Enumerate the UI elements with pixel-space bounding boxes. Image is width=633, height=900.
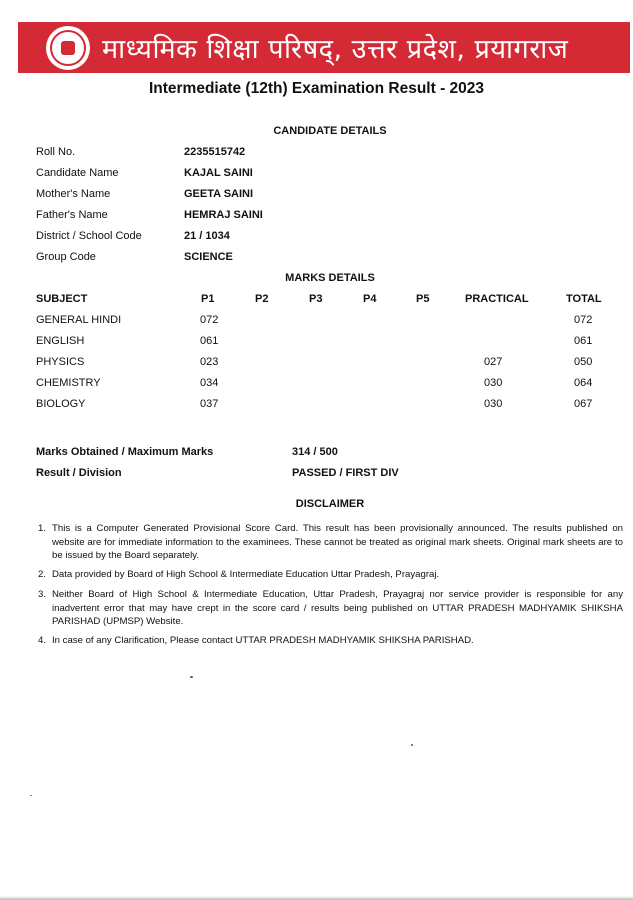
field-label: Group Code <box>36 251 96 263</box>
total-mark: 064 <box>574 377 593 389</box>
header-banner <box>18 22 630 73</box>
field-value: 2235515742 <box>184 146 246 158</box>
marks-obtained-label: Marks Obtained / Maximum Marks <box>36 446 214 458</box>
p1-mark: 061 <box>200 335 219 347</box>
disclaimer-item <box>38 588 623 629</box>
field-value: GEETA SAINI <box>184 188 254 200</box>
item-number: 2. <box>38 569 47 580</box>
col-header-p5: P5 <box>416 293 430 305</box>
field-label: Mother's Name <box>36 188 111 200</box>
subject-name: ENGLISH <box>36 335 85 347</box>
col-header-p3: P3 <box>309 293 323 305</box>
disclaimer-heading: DISCLAIMER <box>295 498 365 510</box>
upmsp-emblem-icon <box>46 26 90 70</box>
subject-name: GENERAL HINDI <box>36 314 122 326</box>
item-number: 3. <box>38 589 47 600</box>
field-value: HEMRAJ SAINI <box>184 209 263 221</box>
field-label: Candidate Name <box>36 167 119 179</box>
marks-details-heading: MARKS DETAILS <box>285 272 375 284</box>
col-header-p1: P1 <box>201 293 215 305</box>
field-value: KAJAL SAINI <box>184 167 253 179</box>
item-text: Neither Board of High School & Intermediate Education, Uttar Pradesh, Prayagraj nor service provider is responsible for any inadvertent error that may have crept in the score card / results being published on UTTAR PRADESH MADHYAMIK SHIKSHA PARISHAD (UPMSP) Website. <box>52 589 623 627</box>
col-header-p4: P4 <box>363 293 377 305</box>
p1-mark: 023 <box>200 356 219 368</box>
field-label: District / School Code <box>36 230 142 242</box>
total-mark: 067 <box>574 398 593 410</box>
scan-speck <box>30 795 32 796</box>
item-number: 1. <box>38 523 47 534</box>
p1-mark: 072 <box>200 314 219 326</box>
item-text: Data provided by Board of High School & Intermediate Education Uttar Pradesh, Prayagraj. <box>52 569 440 580</box>
total-mark: 050 <box>574 356 593 368</box>
field-value: SCIENCE <box>184 251 233 263</box>
total-mark: 061 <box>574 335 593 347</box>
result-label: Result / Division <box>36 467 122 479</box>
subject-name: BIOLOGY <box>36 398 86 410</box>
col-header-p2: P2 <box>255 293 269 305</box>
marks-obtained-value: 314 / 500 <box>292 446 338 458</box>
disclaimer-item <box>38 568 623 582</box>
result-value: PASSED / FIRST DIV <box>292 467 399 479</box>
disclaimer-item <box>38 634 623 648</box>
p1-mark: 037 <box>200 398 219 410</box>
practical-mark: 030 <box>484 377 503 389</box>
scan-edge <box>0 896 633 900</box>
field-label: Roll No. <box>36 146 76 158</box>
practical-mark: 030 <box>484 398 503 410</box>
col-header-subject: SUBJECT <box>36 293 88 305</box>
total-mark: 072 <box>574 314 593 326</box>
board-name: माध्यमिक शिक्षा परिषद्, उत्तर प्रदेश, प्रयागराज <box>102 34 569 65</box>
scan-speck <box>190 676 193 678</box>
candidate-details-heading: CANDIDATE DETAILS <box>273 125 387 137</box>
exam-title: Intermediate (12th) Examination Result - 2023 <box>148 80 485 97</box>
p1-mark: 034 <box>200 377 219 389</box>
practical-mark: 027 <box>484 356 503 368</box>
col-header-practical: PRACTICAL <box>465 293 529 305</box>
item-text: This is a Computer Generated Provisional Score Card. This result has been provisionally announced. The results published on website are for immediate information to the examinees. These cannot be treated as original mark sheets. Original mark sheets are to be issued by the Board separately. <box>52 523 623 561</box>
subject-name: PHYSICS <box>36 356 85 368</box>
scan-speck <box>411 744 413 746</box>
subject-name: CHEMISTRY <box>36 377 101 389</box>
col-header-total: TOTAL <box>566 293 602 305</box>
field-label: Father's Name <box>36 209 108 221</box>
item-number: 4. <box>38 635 47 646</box>
item-text: In case of any Clarification, Please contact UTTAR PRADESH MADHYAMIK SHIKSHA PARISHAD. <box>52 635 474 646</box>
disclaimer-item <box>38 522 623 563</box>
field-value: 21 / 1034 <box>184 230 230 242</box>
